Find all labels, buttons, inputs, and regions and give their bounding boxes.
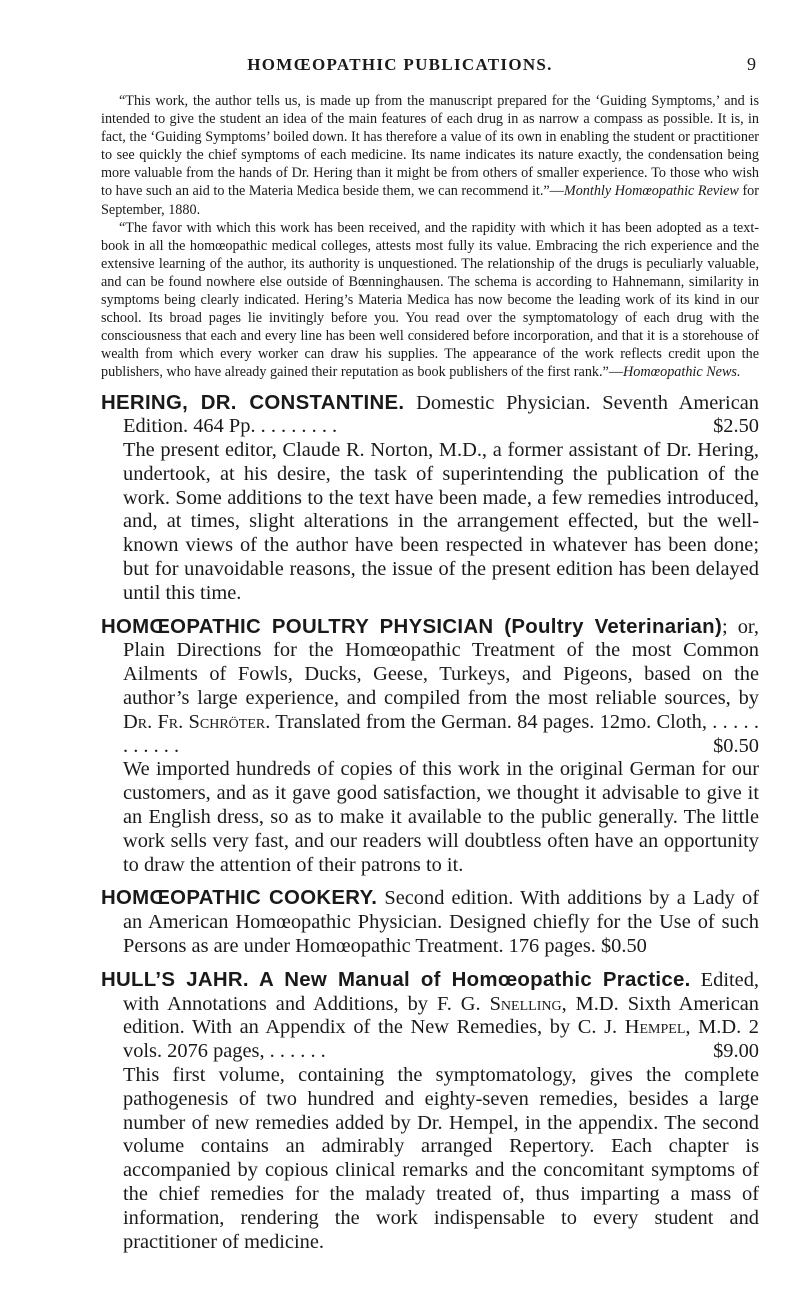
entry-details: Domestic Physician. Seventh American Edition. 464 Pp. . . . . . . . . (123, 391, 759, 438)
running-title: HOMŒOPATHIC PUBLICATIONS. (247, 55, 553, 74)
entry-price: $9.00 (713, 1040, 759, 1063)
catalog-entry (101, 887, 759, 958)
entry-price: $0.50 (713, 734, 759, 757)
entry-description: We imported hundreds of copies of this work in the original German for our customers, and as it gave good satisfaction, we thought it advisable to give it an English dress, so as to make it available to the public generally. The little work sells very fast, and our readers will doubtless often have an opportunity to draw the attention of their patrons to it. (123, 758, 759, 876)
review-quote-1 (101, 92, 759, 219)
catalog-entry (101, 616, 759, 878)
review-quote-2 (101, 219, 759, 382)
entry-author: Hempel (624, 1016, 686, 1039)
entry-description: This first volume, containing the symptomatology, gives the complete pathogenesis of two hundred and eighty-seven remedies, besides a large number of new remedies added by Dr. Hempel, in the appendix. The second volume contains an admirably arranged Repertory. Each chapter is accompanied by copious clinical remarks and the concomitant symptoms of the chief remedies for the malady treated of, thus imparting a mass of information, rendering the work indispensable to every student and practitioner of medicine. (123, 1064, 759, 1253)
entry-heading (101, 616, 759, 759)
review-quote-1-source: Monthly Homœopathic Review (563, 183, 739, 200)
entry-details: Edited, with Annotations and Additions, by (123, 968, 759, 1015)
entry-title: HERING, DR. CONSTANTINE. (101, 391, 405, 414)
page-number: 9 (747, 54, 756, 74)
entry-details: . Translated from the German. 84 pages. 12mo. Cloth, . . . . . . . . . . . (123, 710, 759, 757)
catalog-entry (101, 969, 759, 1255)
review-quote-1-date: for September, 1880. (101, 183, 759, 218)
entry-title: HULL’S JAHR. A New Manual of Homœopathic Practice. (101, 968, 691, 991)
review-quote-2-text: “The favor with which this work has been received, and the rapidity with which it has been adopted as a text-book in all the homœopathic medical colleges, attests most fully its value. Embracing the rich experience and the extensive learning of the author, its authority is unquestioned. The relationship of the drugs is peculiarly valuable, and can be found nowhere else outside of Bœnninghausen. The schema is according to Hahnemann, similarity in symptoms being clearly indicated. Hering’s Materia Medica has now become the leading work of its kind in our school. Its broad pages lie invitingly before you. You read over the symptomatology of each drug with the consciousness that each and every line has been well considered before incorporation, and that it is a storehouse of wealth from which every worker can draw his supplies. The appearance of the work reflects credit upon the publishers, who have already gained their reputation as book publishers of the first rank.”— (101, 219, 759, 381)
review-quote-1-text: “This work, the author tells us, is made up from the manuscript prepared for the ‘Guiding Symptoms,’ and is intended to give the student an idea of the main features of each drug in as narrow a compass as possible. It is, in fact, the ‘Guiding Symptoms’ boiled down. It has therefore a value of its own in enabling the student or practitioner to see quickly the chief symptoms of each medicine. Its name indicates its nature exactly, the condensation being more valuable from the hands of Dr. Hering than it might be from others of smaller experience. To those who wish to have such an aid to the Materia Medica beside them, we can recommend it.”— (101, 93, 759, 200)
entry-details: ; or, Plain Directions for the Homœopathic Treatment of the most Common Ailments of Fowls, Ducks, Geese, Turkeys, and Pigeons, based on the author’s large experience, and compiled from the most reliable sources, by (123, 615, 759, 710)
entry-details: Second edition. With additions by a Lady of an American Homœopathic Physician. Designed chiefly for the Use of such Persons as are under Homœopathic Treatment. 176 pages. (123, 887, 759, 958)
entry-title: HOMŒOPATHIC POULTRY PHYSICIAN (Poultry Veterinarian) (101, 615, 723, 638)
entry-price: $0.50 (600, 935, 647, 958)
entry-author: Dr. Fr. Schröter (123, 710, 266, 733)
entry-price: $2.50 (713, 415, 759, 438)
entry-details: , M.D. Sixth American edition. With an Appendix of the New Remedies, by C. J. (123, 992, 760, 1039)
entry-author: F. G. Snelling (436, 992, 562, 1015)
page-content (101, 92, 759, 1254)
entry-heading (101, 887, 759, 958)
running-head (0, 55, 800, 77)
entry-heading (101, 392, 759, 440)
catalog-entry (101, 392, 759, 606)
entry-description: The present editor, Claude R. Norton, M.D., a former assistant of Dr. Hering, undertook, at his desire, the task of superintending the publication of the work. Some additions to the text have been made, a few remedies introduced, and, at times, slight alterations in the arrangement effected, but the well-known views of the author have been respected in whatever has been done; but for unavoidable reasons, the issue of the present edition has been delayed until this time. (123, 439, 759, 604)
entry-title: HOMŒOPATHIC COOKERY. (101, 887, 378, 910)
entry-heading (101, 969, 759, 1064)
review-quote-2-source: Homœopathic News. (623, 364, 741, 381)
entry-details: , M.D. 2 vols. 2076 pages, . . . . . . (123, 1016, 760, 1063)
